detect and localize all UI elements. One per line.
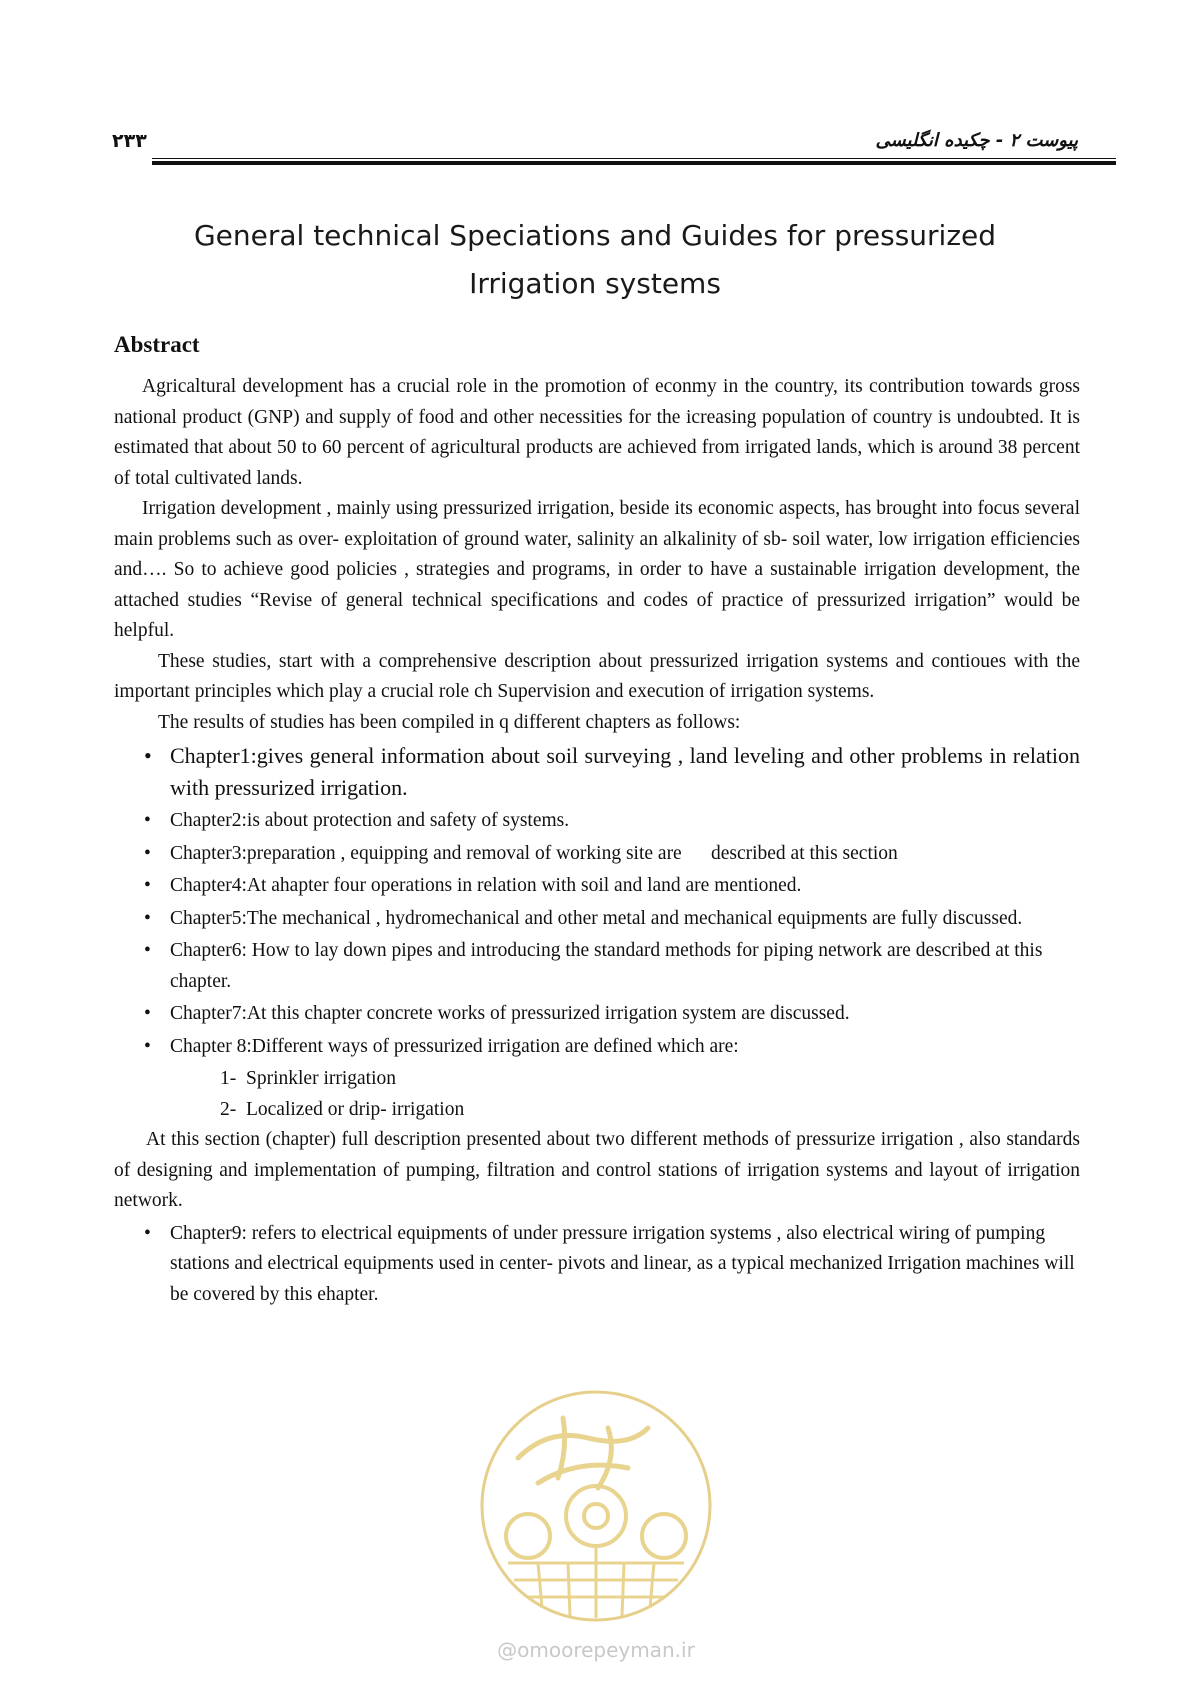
paragraph: These studies, start with a comprehensive description about pressurized irrigation systems and contioues with the important principles which play a crucial role ch Supervision and execution of irrigation systems. (114, 650, 1080, 702)
page-header (112, 126, 1078, 166)
list-item: • Chapter6: How to lay down pipes and introducing the standard methods for piping network are described at this chapter. (170, 936, 1080, 997)
list-item: • Chapter3:preparation , equipping and removal of working site are described at this section (170, 839, 1080, 870)
paragraph: Agricaltural development has a crucial role in the promotion of econmy in the country, its contribution towards gross national product (GNP) and supply of food and other necessities for the icreasing population of country is undoubted. It is estimated that about 50 to 60 percent of agricultural products are achieved from irrigated lands, which is around 38 percent of total cultivated lands. (114, 376, 1080, 489)
list-item: 1- Sprinkler irrigation (220, 1068, 397, 1089)
header-rule-thin (152, 158, 1116, 159)
chapter-list (114, 1219, 1080, 1311)
section-title: پیوست ۲ - چکیده انگلیسی (875, 130, 1078, 151)
list-item: • Chapter9: refers to electrical equipments of under pressure irrigation systems , also electrical wiring of pumping stations and electrical equipments used in center- pivots and linear, as a typical mechanized Irrigation machines will be covered by this ehapter. (170, 1219, 1080, 1311)
abstract-heading: Abstract (114, 332, 200, 357)
watermark-logo (478, 1388, 714, 1624)
list-item: • Chapter1:gives general information about soil surveying , land leveling and other problems in relation with pressurized irrigation. (170, 740, 1080, 804)
list-item: • Chapter7:At this chapter concrete works of pressurized irrigation system are discussed. (170, 999, 1080, 1030)
logo-script (518, 1418, 648, 1488)
method-list (114, 1064, 1080, 1125)
title-line-1: General technical Speciations and Guides for pressurized (193, 219, 997, 252)
list-item: • Chapter2:is about protection and safety of systems. (170, 806, 1080, 837)
list-item: 2- Localized or drip- irrigation (220, 1098, 465, 1120)
watermark-text: @omoorepeyman.ir (497, 1638, 695, 1662)
document-title (112, 212, 1078, 308)
list-item: • Chapter4:At ahapter four operations in relation with soil and land are mentioned. (170, 871, 1080, 902)
paragraph: The results of studies has been compiled in q different chapters as follows: (158, 711, 741, 733)
paragraph: At this section (chapter) full description presented about two different methods of pressurize irrigation , also standards of designing and implementation of pumping, filtration and control stations of irrigation systems and layout of irrigation network. (114, 1129, 1080, 1211)
header-rule-thick (152, 161, 1116, 165)
chapter-list (114, 740, 1080, 1062)
abstract-body (114, 372, 1080, 1312)
title-line-2: Irrigation systems (469, 267, 721, 300)
page-number: ۲۳۳ (112, 130, 147, 152)
list-item: • Chapter5:The mechanical , hydromechanical and other metal and mechanical equipments are fully discussed. (170, 904, 1080, 935)
list-item: • Chapter 8:Different ways of pressurized irrigation are defined which are: (170, 1032, 1080, 1063)
logo-gears (506, 1486, 686, 1558)
paragraph: Irrigation development , mainly using pressurized irrigation, beside its economic aspects, has brought into focus several main problems such as over- exploitation of ground water, salinity an alkalinity of sb- soil water, low irrigation efficiencies and…. So to achieve good policies , strategies and programs, in order to have a sustainable irrigation development, the attached studies “Revise of general technical specifications and codes of practice of pressurized irrigation” would be helpful. (114, 498, 1080, 641)
